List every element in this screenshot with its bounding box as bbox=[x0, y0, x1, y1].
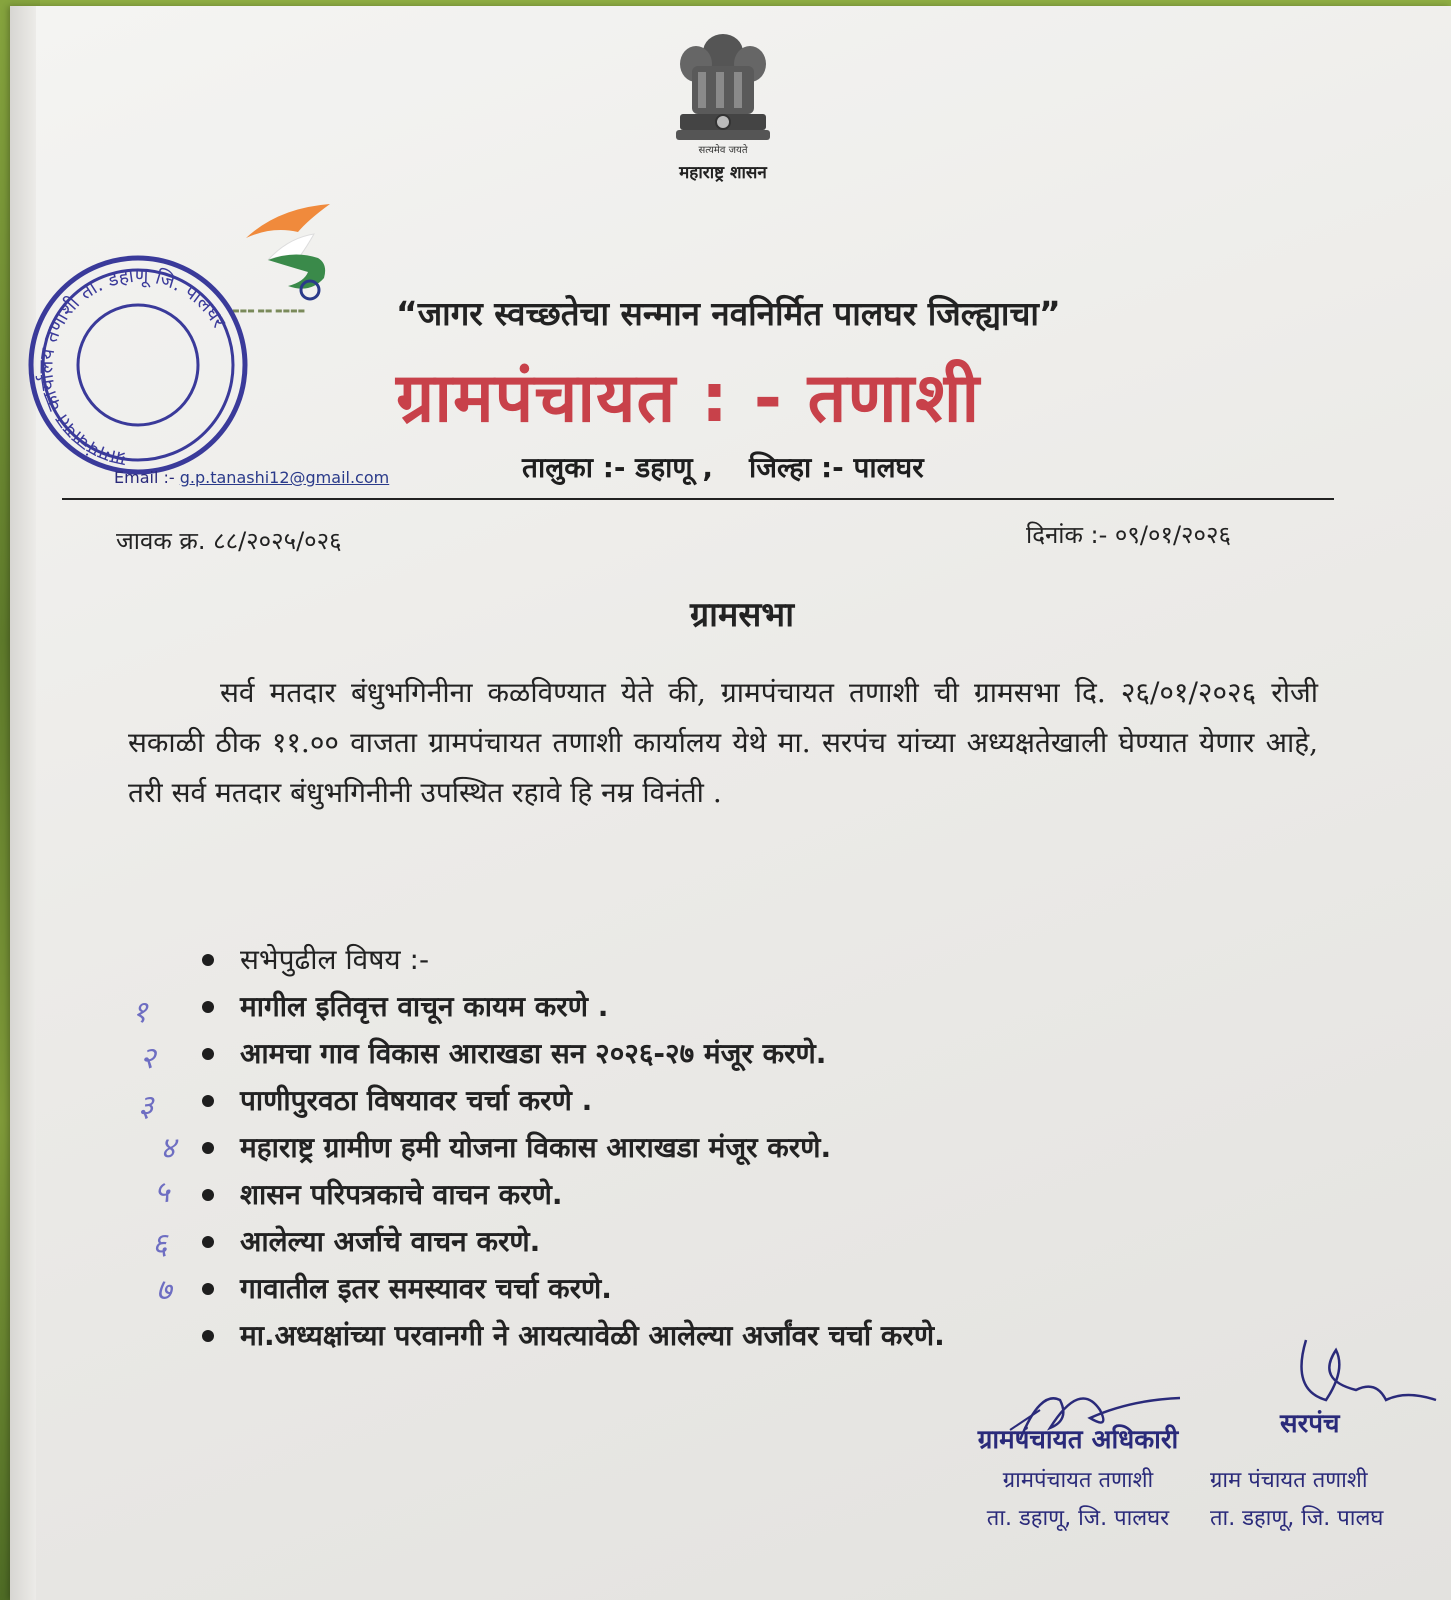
emblem-motto: सत्यमेव जयते bbox=[698, 145, 748, 156]
sarpanch-title: सरपंच bbox=[1280, 1409, 1340, 1439]
officer-address: ता. डहाणू, जि. पालघर bbox=[986, 1506, 1170, 1531]
office-stamp bbox=[26, 254, 251, 476]
header-divider bbox=[62, 498, 1334, 500]
stamp-text: ग्रामपंचायत कार्यालय तणाशी ता. डहाणू जि. पालघर bbox=[35, 264, 230, 471]
handwritten-number: ४ bbox=[160, 1131, 176, 1166]
agenda-item: आलेल्या अर्जाचे वाचन करणे. bbox=[190, 1218, 1190, 1265]
lion-capital-icon bbox=[668, 26, 778, 144]
sarpanch-address: ता. डहाणू, जि. पालघ bbox=[1210, 1506, 1384, 1531]
paper-edge bbox=[10, 6, 36, 1600]
sarpanch-signature-block bbox=[1210, 1404, 1451, 1532]
agenda-item: पाणीपुरवठा विषयावर चर्चा करणे . bbox=[190, 1077, 1190, 1124]
emblem-caption: महाराष्ट्र शासन bbox=[679, 163, 767, 183]
logo-tagline-art: ▬▬▬ ▬▬ ▬▬▬▬ bbox=[232, 306, 306, 315]
taluka: तालुका :- डहाणू , bbox=[522, 451, 713, 484]
agenda-item: मागील इतिवृत्त वाचून कायम करणे . bbox=[190, 983, 1190, 1030]
tricolor-logo-icon bbox=[238, 198, 354, 320]
handwritten-number: ५ bbox=[154, 1175, 170, 1210]
reference-number: जावक क्र. ८८/२०२५/०२६ bbox=[116, 527, 342, 555]
document-date: दिनांक :- ०९/०१/२०२६ bbox=[1026, 521, 1231, 549]
email-link[interactable]: g.p.tanashi12@gmail.com bbox=[179, 468, 390, 487]
handwritten-number: ६ bbox=[152, 1227, 168, 1262]
officer-office: ग्रामपंचायत तणाशी bbox=[1002, 1468, 1154, 1493]
agenda-item: मा.अध्यक्षांच्या परवानगी ने आयत्यावेळी आलेल्या अर्जांवर चर्चा करणे. bbox=[190, 1312, 1190, 1359]
gram-panchayat-title: ग्रामपंचायत : - तणाशी bbox=[396, 359, 981, 438]
notice-heading: ग्रामसभा bbox=[690, 595, 795, 635]
slogan: “जागर स्वच्छतेचा सन्मान नवनिर्मित पालघर जिल्ह्याचा” bbox=[396, 294, 1061, 333]
handwritten-number: २ bbox=[140, 1041, 156, 1076]
email-line bbox=[114, 468, 389, 487]
handwritten-number: ३ bbox=[138, 1089, 154, 1124]
state-emblem bbox=[665, 26, 781, 201]
handwritten-number: १ bbox=[132, 995, 148, 1030]
notice-body: सर्व मतदार बंधुभगिनीना कळविण्यात येते की, ग्रामपंचायत तणाशी ची ग्रामसभा दि. २६/०१/२०२६ रोजी सकाळी ठीक ११.०० वाजता ग्रामपंचायत तणाशी कार्यालय येथे मा. सरपंच यांच्या अध्यक्षतेखाली घेण्यात येणार आहे, तरी सर्व मतदार बंधुभगिनीनी उपस्थित रहावे हि नम्र विनंती . bbox=[128, 676, 1318, 809]
officer-title: ग्रामपंचायत अधिकारी bbox=[977, 1425, 1179, 1455]
agenda-item: महाराष्ट्र ग्रामीण हमी योजना विकास आराखडा मंजूर करणे. bbox=[190, 1124, 1190, 1171]
handwritten-number: ७ bbox=[156, 1273, 172, 1308]
email-label: Email :- bbox=[114, 468, 175, 487]
agenda-item: शासन परिपत्रकाचे वाचन करणे. bbox=[190, 1171, 1190, 1218]
sarpanch-office: ग्राम पंचायत तणाशी bbox=[1210, 1468, 1368, 1493]
address-line bbox=[522, 448, 924, 486]
district: जिल्हा :- पालघर bbox=[749, 451, 924, 484]
agenda-list bbox=[190, 936, 1190, 1359]
agenda-item: गावातील इतर समस्यावर चर्चा करणे. bbox=[190, 1265, 1190, 1312]
officer-signature-block bbox=[938, 1420, 1218, 1532]
agenda-label: सभेपुढील विषय :- bbox=[190, 936, 1190, 983]
agenda-item: आमचा गाव विकास आराखडा सन २०२६-२७ मंजूर करणे. bbox=[190, 1030, 1190, 1077]
